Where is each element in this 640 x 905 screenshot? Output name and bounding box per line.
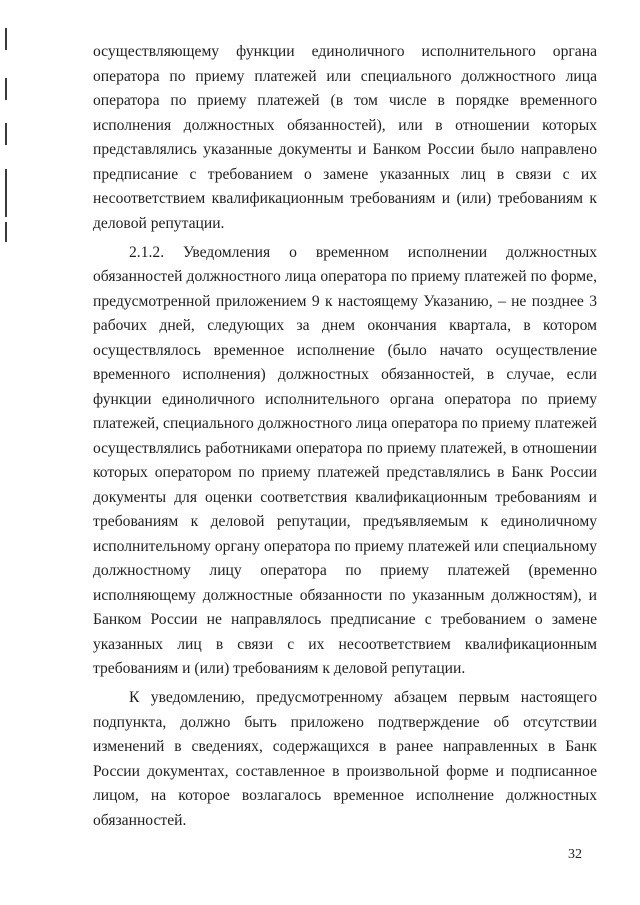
page-number: 32 (568, 847, 582, 862)
margin-revision-mark (5, 28, 7, 50)
document-body (93, 40, 597, 833)
margin-revision-mark (5, 123, 7, 145)
margin-revision-mark (5, 169, 7, 217)
margin-revision-mark (5, 222, 7, 242)
paragraph-continuation: осуществляющему функции единоличного исполнительного органа оператора по приему платежей или специального должностного лица оператора по приему платежей (в том числе в порядке временного исполнения должностных обязанностей), или в отношении которых представлялись указанные документы и Банком России было направлено предписание с требованием о замене указанных лиц в связи с их несоответствием квалификационным требованиям и (или) требованиям к деловой репутации. (93, 43, 597, 232)
paragraph-2-1-2: 2.1.2. Уведомления о временном исполнении должностных обязанностей должностного лица оператора по приему платежей по форме, предусмотренной приложением 9 к настоящему Указанию, – не позднее 3 рабочих дней, следующих за днем окончания квартала, в котором осуществлялось временное исполнение (было начато осуществление временного исполнения) должностных обязанностей, в случае, если функции единоличного исполнительного органа оператора по приему платежей, специального должностного лица оператора по приему платежей осуществлялись работниками оператора по приему платежей, в отношении которых оператором по приему платежей представлялись в Банк России документы для оценки соответствия квалификационным требованиям и требованиям к деловой репутации, предъявляемым к единоличному исполнительному органу оператора по приему платежей или специальному должностному лицу оператора по приему платежей (временно исполняющему должностные обязанности по указанным должностям), и Банком России не направлялось предписание с требованием о замене указанных лиц в связи с их несоответствием квалификационным требованиям и (или) требованиям к деловой репутации. (93, 243, 597, 677)
paragraph-attachment-note: К уведомлению, предусмотренному абзацем первым настоящего подпункта, должно быть приложено подтверждение об отсутствии изменений в сведениях, содержащихся в ранее направленных в Банк России документах, составленное в произвольной форме и подписанное лицом, на которое возлагалось временное исполнение должностных обязанностей. (93, 689, 597, 829)
margin-revision-mark (5, 78, 7, 100)
